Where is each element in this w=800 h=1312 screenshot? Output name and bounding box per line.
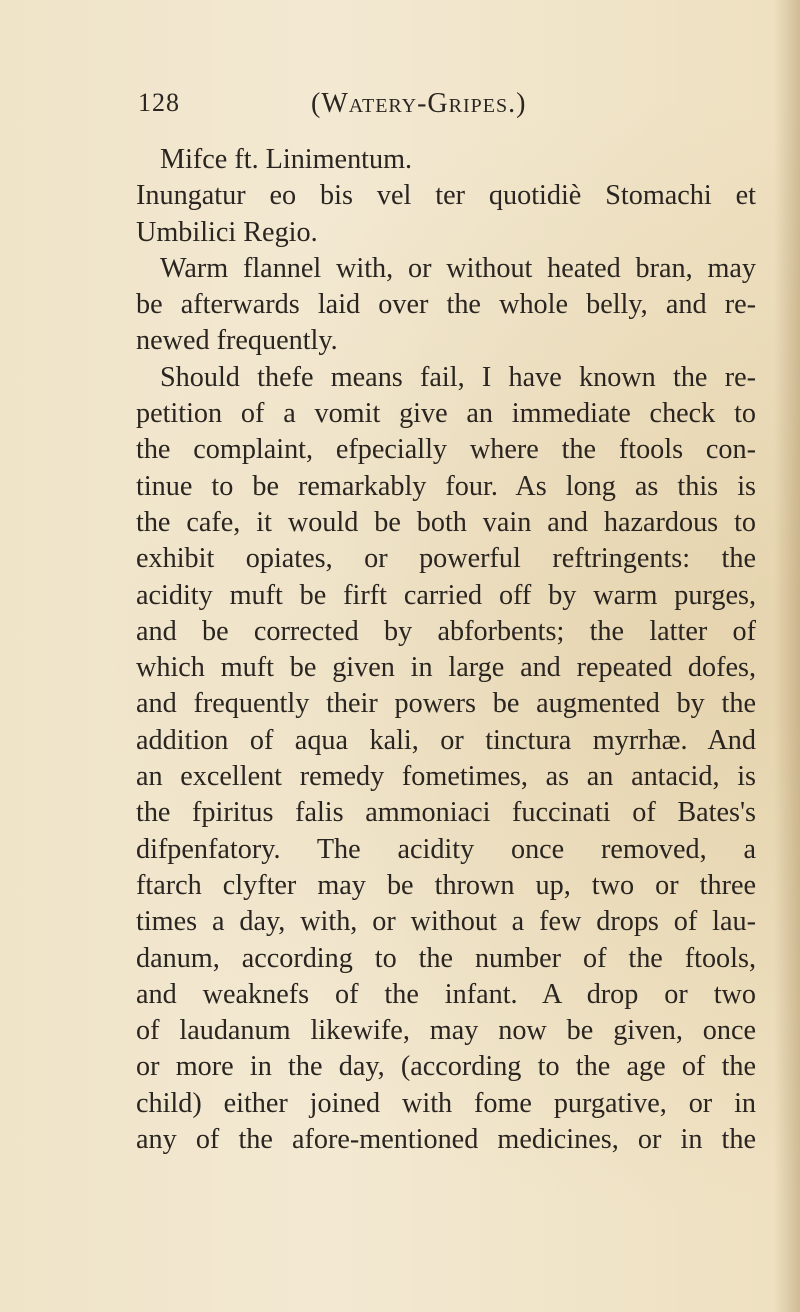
- text-line: danum, according to the number of the ftools,: [136, 942, 756, 974]
- running-head: (Watery-Gripes.): [311, 88, 527, 119]
- text-line: the complaint, efpecially where the ftools con-: [136, 434, 756, 466]
- text-line: be afterwards laid over the whole belly, and re-: [136, 289, 756, 321]
- text-line: acidity muft be firft carried off by warm purges,: [136, 579, 756, 611]
- text-line: or more in the day, (according to the age of the: [136, 1051, 756, 1083]
- text-line: petition of a vomit give an immediate check to: [136, 398, 756, 430]
- text-line: the cafe, it would be both vain and hazardous to: [136, 506, 756, 538]
- text-line: times a day, with, or without a few drops of lau-: [136, 906, 756, 938]
- text-line: and be corrected by abforbents; the latter of: [136, 615, 756, 647]
- text-line: tinue to be remarkably four. As long as this is: [136, 470, 756, 502]
- text-line: Inungatur eo bis vel ter quotidiè Stomachi et: [136, 180, 756, 212]
- text-line: Umbilici Regio.: [136, 216, 318, 248]
- text-line: any of the afore-mentioned medicines, or in the: [136, 1124, 756, 1156]
- text-line: difpenfatory. The acidity once removed, a: [136, 833, 756, 865]
- text-line: Should thefe means fail, I have known the re-: [160, 361, 756, 393]
- text-line: Mifce ft. Linimentum.: [160, 144, 413, 175]
- text-line: an excellent remedy fometimes, as an antacid, is: [136, 761, 756, 793]
- page-edge-shadow: [774, 0, 800, 1312]
- text-line: child) either joined with fome purgative, or in: [136, 1087, 756, 1119]
- text-line: Warm flannel with, or without heated bran, may: [160, 252, 756, 284]
- text-line: exhibit opiates, or powerful reftringents: the: [136, 543, 756, 575]
- text-line: of laudanum likewife, may now be given, once: [136, 1015, 756, 1047]
- text-line: and weaknefs of the infant. A drop or two: [136, 978, 756, 1010]
- text-line: newed frequently.: [136, 325, 338, 357]
- text-line: the fpiritus falis ammoniaci fuccinati of Bates's: [136, 797, 756, 829]
- text-line: and frequently their powers be augmented by the: [136, 688, 756, 720]
- text-line: ftarch clyfter may be thrown up, two or three: [136, 869, 756, 901]
- text-line: which muft be given in large and repeated dofes,: [136, 652, 756, 684]
- body-text: [136, 142, 756, 1158]
- text-line: addition of aqua kali, or tinctura myrrhæ. And: [136, 724, 756, 756]
- page-number: 128: [138, 88, 180, 117]
- page-header: [138, 88, 698, 128]
